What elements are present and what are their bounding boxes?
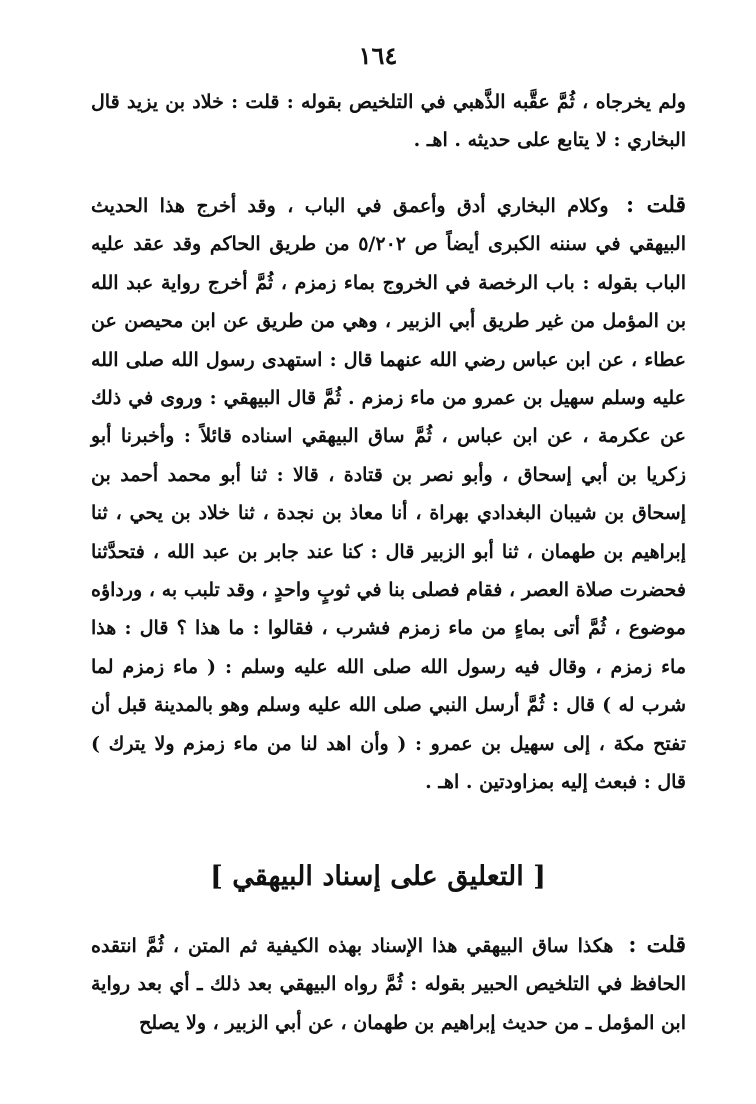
section-heading: [ التعليق على إسناد البيهقي ]	[210, 861, 546, 892]
paragraph-2	[91, 186, 686, 802]
page-number: ١٦٤	[358, 41, 398, 70]
paragraph-1	[91, 83, 686, 160]
paragraph-3-lead: قلت :	[628, 932, 686, 958]
paragraph-1-text: ولم يخرجاه ، ثُمَّ عقَّبه الذَّهبي في التلخيص بقوله : قلت : خلاد بن يزيد قال البخاري : لا يتابع على حديثه . اهـ .	[91, 91, 686, 152]
paragraph-2-text: وكلام البخاري أدق وأعمق في الباب ، وقد أخرج هذا الحديث البيهقي في سننه الكبرى أيضاً ص ٥/٢٠٢ من طريق الحاكم وقد عقد عليه الباب بقوله : باب الرخصة في الخروج بماء زمزم ، ثُمَّ أخرج رواية عبد الله بن المؤمل من غير طريق أبي الزبير ، وهي من طريق عن ابن محيصن عن عطاء ، عن ابن عباس رضي الله عنهما قال : استهدى رسول الله صلى الله عليه وسلم سهيل بن عمرو من ماء زمزم . ثُمَّ قال البيهقي : وروى في ذلك عن عكرمة ، عن ابن عباس ، ثُمَّ ساق البيهقي اسناده قائلاً : وأخبرنا أبو زكريا بن أبي إسحاق ، وأبو نصر بن قتادة ، قالا : ثنا أبو محمد أحمد بن إسحاق بن شيبان البغدادي بهراة ، أنا معاذ بن نجدة ، ثنا خلاد بن يحي ، ثنا إبراهيم بن طهمان ، ثنا أبو الزبير قال : كنا عند جابر بن عبد الله ، فتحدَّثنا فحضرت صلاة العصر ، فقام فصلى بنا في ثوبٍ واحدٍ ، وقد تلبب به ، ورداؤه موضوع ، ثُمَّ أتى بماءٍ من ماء زمزم فشرب ، فقالوا : ما هذا ؟ قال : هذا ماء زمزم ، وقال فيه رسول الله صلى الله عليه وسلم : ( ماء زمزم لما شرب له ) قال : ثُمَّ أرسل النبي صلى الله عليه وسلم وهو بالمدينة قبل أن تفتح مكة ، إلى سهيل بن عمرو : ( وأن اهد لنا من ماء زمزم ولا يترك ) قال : فبعث إليه بمزاودتين . اهـ .	[91, 195, 686, 794]
paragraph-3	[91, 926, 686, 1042]
paragraph-3-text: هكذا ساق البيهقي هذا الإسناد بهذه الكيفية ثم المتن ، ثُمَّ انتقده الحافظ في التلخيص الحبير بقوله : ثُمَّ رواه البيهقي بعد ذلك ـ أي بعد رواية ابن المؤمل ـ من حديث إبراهيم بن طهمان ، عن أبي الزبير ، ولا يصلح	[91, 935, 686, 1034]
paragraph-2-lead: قلت :	[626, 192, 686, 218]
